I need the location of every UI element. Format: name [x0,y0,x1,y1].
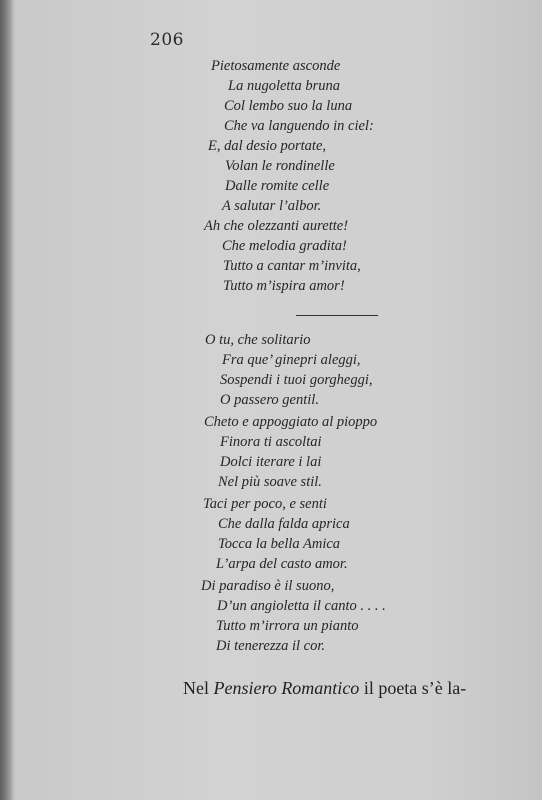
poem-line: Tutto m’ispira amor! [223,278,345,294]
prose-line [183,678,466,699]
poem-line: Tutto a cantar m’invita, [223,258,361,274]
poem-line: Di tenerezza il cor. [216,638,326,654]
poem-line: Taci per poco, e senti [203,496,327,512]
poem-line: Cheto e appoggiato al pioppo [204,414,378,430]
prose-work-title: Pensiero Romantico [213,678,360,698]
poem-line: Che melodia gradita! [222,238,347,254]
poem-line: E, dal desio portate, [208,138,327,154]
poem-line: Di paradiso è il suono, [201,578,335,594]
poem-line: Nel più soave stil. [218,474,322,490]
poem-line: Tocca la bella Amica [218,536,341,552]
poem-line: D’un angioletta il canto . . . . [217,598,386,614]
prose-text-before: Nel [183,678,214,698]
poem-line: Pietosamente asconde [211,58,341,74]
poem-line: Ah che olezzanti aurette! [204,218,349,234]
poem-line: Col lembo suo la luna [224,98,353,114]
poem-line: Dalle romite celle [225,178,330,194]
poem-line: Che dalla falda aprica [218,516,350,532]
poem-line: L’arpa del casto amor. [216,556,348,572]
prose-text-after: il poeta s’è la- [359,678,467,698]
poem-line: O tu, che solitario [205,332,311,348]
poem-line: Dolci iterare i lai [220,454,322,470]
poem-line: O passero gentil. [220,392,319,408]
poem-line: Finora ti ascoltai [220,434,322,450]
poem-line: Sospendi i tuoi gorgheggi, [220,372,373,388]
page-number: 206 [150,30,184,50]
page-gutter-shadow [0,0,14,800]
poem-line: Fra que’ ginepri aleggi, [222,352,361,368]
poem-line: Volan le rondinelle [225,158,335,174]
poem-line: La nugoletta bruna [228,78,340,94]
section-divider [296,315,378,316]
poem-line: A salutar l’albor. [222,198,322,214]
poem-line: Tutto m’irrora un pianto [216,618,359,634]
poem-line: Che va languendo in ciel: [224,118,374,134]
